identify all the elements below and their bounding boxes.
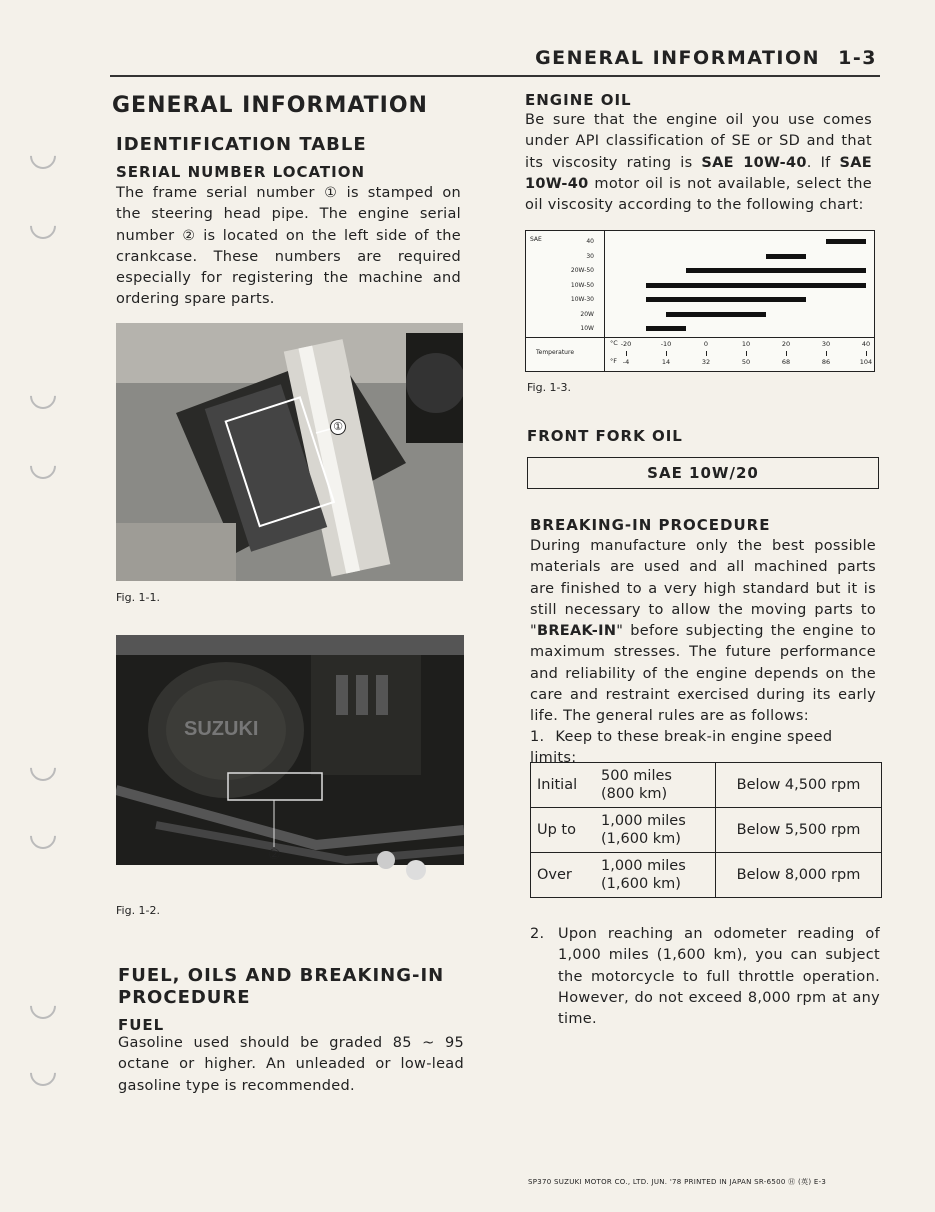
oil-viscosity-chart — [525, 230, 875, 372]
row-rpm-limit: Below 8,000 rpm — [716, 853, 882, 898]
temperature-tick-mark — [666, 351, 667, 356]
chart-divider-v — [604, 231, 605, 371]
section-title: IDENTIFICATION TABLE — [116, 134, 367, 155]
fahrenheit-unit: °F — [610, 357, 617, 365]
row-distance — [595, 853, 716, 898]
fuel-section-title-line1: FUEL, OILS AND BREAKING-IN — [118, 965, 445, 986]
steering-head-illustration — [116, 323, 463, 581]
callout-1-inline: ① — [324, 185, 338, 201]
breakin-paragraph — [530, 536, 876, 728]
header-section: GENERAL INFORMATION — [535, 47, 821, 69]
engine-oil-bold-2: SAE 10W-40 — [525, 154, 872, 192]
serial-text-b: is stamped on the steering head pipe. The engine serial number — [116, 185, 461, 244]
callout-2: ② — [268, 847, 281, 863]
sae-grade-label: 10W — [580, 325, 594, 332]
photo-crankcase — [116, 635, 464, 885]
photo-steering-head — [116, 323, 463, 581]
chart-xlabel: Temperature — [536, 349, 575, 356]
viscosity-range-bar — [766, 254, 806, 259]
crankcase-illustration — [116, 635, 464, 885]
callout-1: ① — [330, 419, 346, 435]
binder-hole — [25, 208, 62, 245]
temperature-tick-mark — [826, 351, 827, 356]
binder-hole — [25, 1055, 62, 1092]
binder-hole — [25, 378, 62, 415]
page-footer: SP370 SUZUKI MOTOR CO., LTD. JUN. '78 PRINTED IN JAPAN SR-6500 Ⓗ (英) E-3 — [528, 1178, 827, 1186]
callout-2-inline: ② — [182, 227, 196, 244]
viscosity-range-bar — [646, 283, 866, 288]
fahrenheit-tick-label: 104 — [859, 358, 873, 366]
binder-hole — [25, 818, 62, 855]
row-label: Initial — [531, 763, 596, 808]
sae-grade-label: 10W-50 — [570, 281, 594, 289]
breakin-speed-table — [530, 762, 882, 898]
distance-km: (1,600 km) — [601, 831, 681, 847]
row-label: Over — [531, 853, 596, 898]
engine-oil-text-a: Be sure that the engine oil you use comes under API classification of SE or SD and that its viscosity rating is — [525, 112, 872, 171]
engine-oil-text-c: motor oil is not available, select the oil viscosity according to the following chart: — [525, 175, 872, 214]
fahrenheit-tick-label: 50 — [741, 358, 751, 366]
temperature-tick-mark — [626, 351, 627, 356]
figure-caption-3: Fig. 1-3. — [527, 381, 572, 394]
distance-km: (800 km) — [601, 786, 668, 802]
fuel-heading: FUEL — [118, 1016, 165, 1034]
celsius-tick-label: 40 — [861, 340, 871, 348]
viscosity-range-bar — [686, 268, 866, 273]
celsius-tick-label: -20 — [620, 340, 632, 348]
fahrenheit-tick-label: -4 — [622, 358, 630, 366]
header-page-number: 1-3 — [838, 47, 877, 69]
front-fork-oil-value: SAE 10W/20 — [647, 464, 759, 482]
row-distance — [595, 808, 716, 853]
engine-oil-heading: ENGINE OIL — [525, 91, 632, 109]
breakin-bold: BREAK-IN — [536, 623, 617, 640]
chart-divider-h — [526, 337, 874, 338]
breakin-text-a: During manufacture only the best possible materials are used and all machined parts are finished to a very high standard but it is still necessary to allow the moving parts to " — [530, 538, 876, 640]
fuel-section-title-line2: PROCEDURE — [118, 987, 251, 1008]
serial-text-a: The frame serial number — [116, 185, 315, 201]
sae-grade-label: 10W-30 — [570, 296, 594, 303]
celsius-unit: °C — [610, 339, 618, 347]
distance-miles: 1,000 miles — [601, 813, 686, 829]
temperature-tick-mark — [706, 351, 707, 356]
viscosity-range-bar — [666, 312, 766, 317]
row-rpm-limit: Below 4,500 rpm — [716, 763, 882, 808]
fahrenheit-tick-label: 14 — [661, 358, 671, 366]
distance-miles: 500 miles — [601, 768, 672, 784]
fahrenheit-tick-label: 32 — [701, 358, 711, 366]
serial-text-c: is located on the left side of the crankcase. These numbers are required especially for registering the machine and ordering spare parts. — [116, 227, 461, 308]
distance-km: (1,600 km) — [601, 876, 681, 892]
front-fork-heading: FRONT FORK OIL — [527, 427, 683, 445]
sae-grade-label: 40 — [586, 238, 594, 245]
row-distance — [595, 763, 716, 808]
celsius-tick-label: 30 — [821, 340, 831, 348]
binder-hole — [25, 138, 62, 175]
serial-heading: SERIAL NUMBER LOCATION — [116, 163, 366, 181]
temperature-tick-mark — [786, 351, 787, 356]
engine-oil-paragraph — [525, 110, 872, 216]
engine-oil-text-b: . If — [806, 154, 831, 171]
table-row — [531, 808, 882, 853]
page-title: GENERAL INFORMATION — [112, 93, 428, 118]
row-rpm-limit: Below 5,500 rpm — [716, 808, 882, 853]
figure-caption-2: Fig. 1-2. — [116, 904, 161, 917]
celsius-tick-label: -10 — [660, 340, 672, 348]
celsius-tick-label: 20 — [781, 340, 791, 348]
front-fork-oil-box — [527, 457, 879, 489]
rule-1-text: Keep to these break-in engine speed limits: — [530, 729, 833, 767]
engine-oil-bold-1: SAE 10W-40 — [701, 154, 807, 171]
svg-text:SUZUKI: SUZUKI — [184, 718, 259, 740]
fahrenheit-tick-label: 86 — [821, 358, 831, 366]
table-row — [531, 853, 882, 898]
sae-grade-label: 30 — [586, 252, 594, 260]
sae-grade-label: 20W — [580, 310, 594, 318]
table-row — [531, 763, 882, 808]
figure-caption-1: Fig. 1-1. — [116, 591, 161, 604]
chart-ylabel: SAE — [530, 236, 542, 243]
header-rule — [110, 75, 880, 77]
viscosity-range-bar — [826, 239, 866, 244]
serial-paragraph — [116, 183, 461, 311]
rule-2-number: 2. — [530, 926, 545, 942]
viscosity-range-bar — [646, 326, 686, 331]
breakin-heading: BREAKING-IN PROCEDURE — [530, 516, 771, 534]
rule-2-text: Upon reaching an odometer reading of 1,000 miles (1,600 km), you can subject the motorcycle to full throttle operation. However, do not exceed 8,000 rpm at any time. — [558, 926, 880, 1028]
running-header — [535, 47, 877, 69]
viscosity-range-bar — [646, 297, 806, 302]
celsius-tick-label: 0 — [703, 340, 709, 348]
row-label: Up to — [531, 808, 596, 853]
sae-grade-label: 20W-50 — [570, 267, 594, 274]
distance-miles: 1,000 miles — [601, 858, 686, 874]
breakin-text-b: " before subjecting the engine to maximum stresses. The future performance and reliability of the engine depends on the care and restraint exercised during its early life. The general rules are as follows: — [530, 623, 876, 725]
binder-hole — [25, 988, 62, 1025]
rule-1-number: 1. — [530, 729, 545, 745]
temperature-tick-mark — [746, 351, 747, 356]
binder-hole — [25, 448, 62, 485]
temperature-tick-mark — [866, 351, 867, 356]
fuel-paragraph: Gasoline used should be graded 85 ~ 95 octane or higher. An unleaded or low-lead gasoline type is recommended. — [118, 1035, 464, 1094]
fahrenheit-tick-label: 68 — [781, 358, 791, 366]
binder-hole — [25, 750, 62, 787]
celsius-tick-label: 10 — [741, 340, 751, 348]
